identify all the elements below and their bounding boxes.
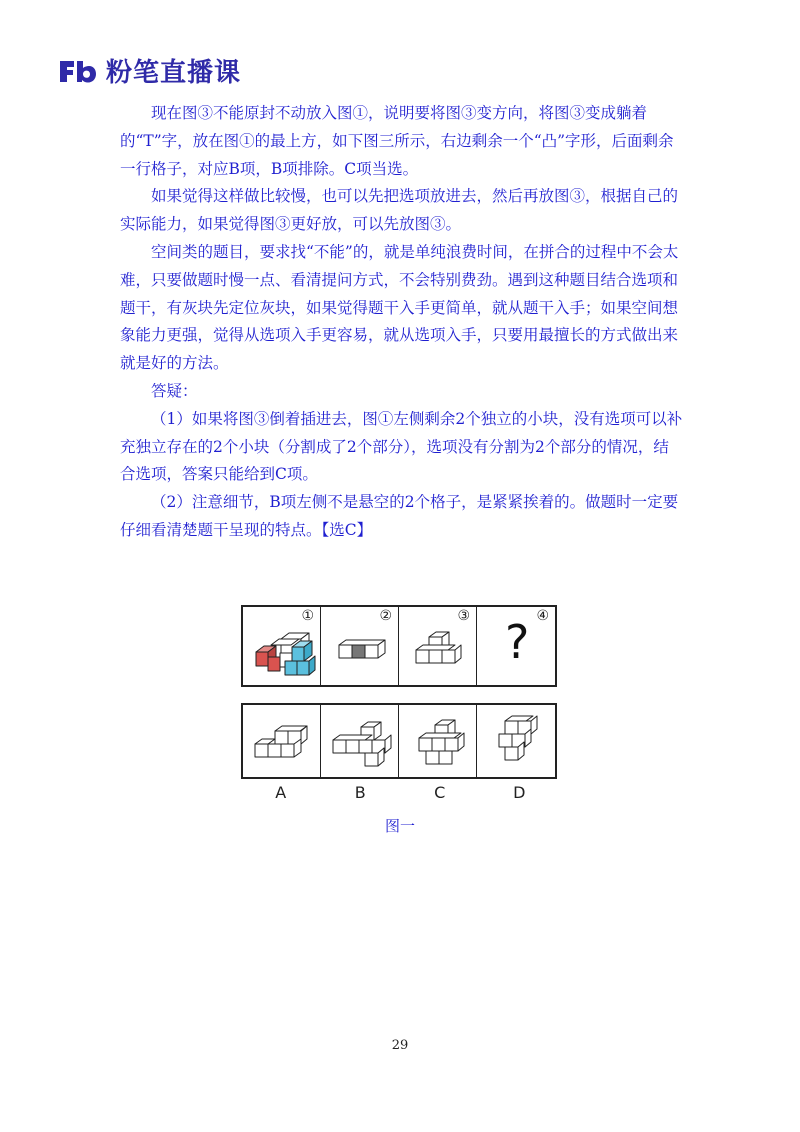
composite-cubes-icon: [243, 607, 322, 687]
three-cube-row-icon: [321, 607, 400, 687]
option-c-cubes-icon: [399, 705, 478, 779]
puzzle-figure: [241, 605, 559, 808]
question-cell-1: [243, 607, 321, 685]
option-cell-c: [399, 705, 477, 777]
question-cell-4: [477, 607, 555, 685]
paragraph-qa-2: （2）注意细节，B项左侧不是悬空的2个格子，是紧紧挨着的。做题时一定要仔细看清楚题干呈现的特点。【选C】: [120, 493, 679, 539]
option-label-a: A: [275, 783, 287, 802]
options-row: [241, 703, 557, 779]
option-cell-d: [477, 705, 555, 777]
page-number: 29: [391, 1038, 409, 1053]
paragraph-alternative: 如果觉得这样做比较慢，也可以先把选项放进去，然后再放图③，根据自己的实际能力，如果觉得图③更好放，可以先放图③。: [120, 187, 679, 234]
brand-logo: [58, 52, 241, 89]
option-cell-b: [321, 705, 399, 777]
paragraph-explanation: 现在图③不能原封不动放入图①，说明要将图③变方向，将图③变成躺着的“T”字，放在图①的最上方，如下图三所示，右边剩余一个“凸”字形，后面剩余一行格子，对应B项，B项排除。C项当选。: [120, 104, 674, 178]
t-shape-cubes-icon: [399, 607, 478, 687]
option-d-cubes-icon: [477, 705, 556, 779]
question-cell-2: [321, 607, 399, 685]
cell-number: ④: [536, 608, 549, 624]
option-a-cubes-icon: [243, 705, 322, 779]
fb-logo-icon: [58, 58, 98, 84]
question-cell-3: [399, 607, 477, 685]
paragraph-strategy: 空间类的题目，要求找“不能”的，就是单纯浪费时间，在拼合的过程中不会太难，只要做题时慢一点、看清提问方式，不会特别费劲。遇到这种题目结合选项和题干，有灰块先定位灰块，如果觉得题干入手更简单，就从题干入手；如果空间想象能力更强，觉得从选项入手更容易，就从选项入手，只要用最擅长的方式做出来就是好的方法。: [120, 242, 679, 373]
option-cell-a: [243, 705, 321, 777]
option-label-d: D: [513, 783, 526, 802]
option-labels: [241, 783, 559, 802]
option-b-cubes-icon: [321, 705, 400, 779]
figure-caption: 图一: [384, 817, 415, 835]
question-row: [241, 605, 557, 687]
paragraph-qa-1: （1）如果将图③倒着插进去，图①左侧剩余2个独立的小块，没有选项可以补充独立存在的2个小块（分割成了2个部分），选项没有分割为2个部分的情况，结合选项，答案只能给到C项。: [120, 409, 683, 484]
cell-number: ①: [301, 608, 314, 624]
logo-text: 粉笔直播课: [106, 58, 242, 88]
question-mark: ?: [505, 615, 530, 669]
option-label-c: C: [434, 783, 446, 802]
option-label-b: B: [354, 783, 366, 802]
cell-number: ②: [379, 608, 392, 624]
paragraph-qa-heading: 答疑：: [151, 381, 198, 400]
article-body: [120, 100, 683, 545]
cell-number: ③: [457, 608, 470, 624]
